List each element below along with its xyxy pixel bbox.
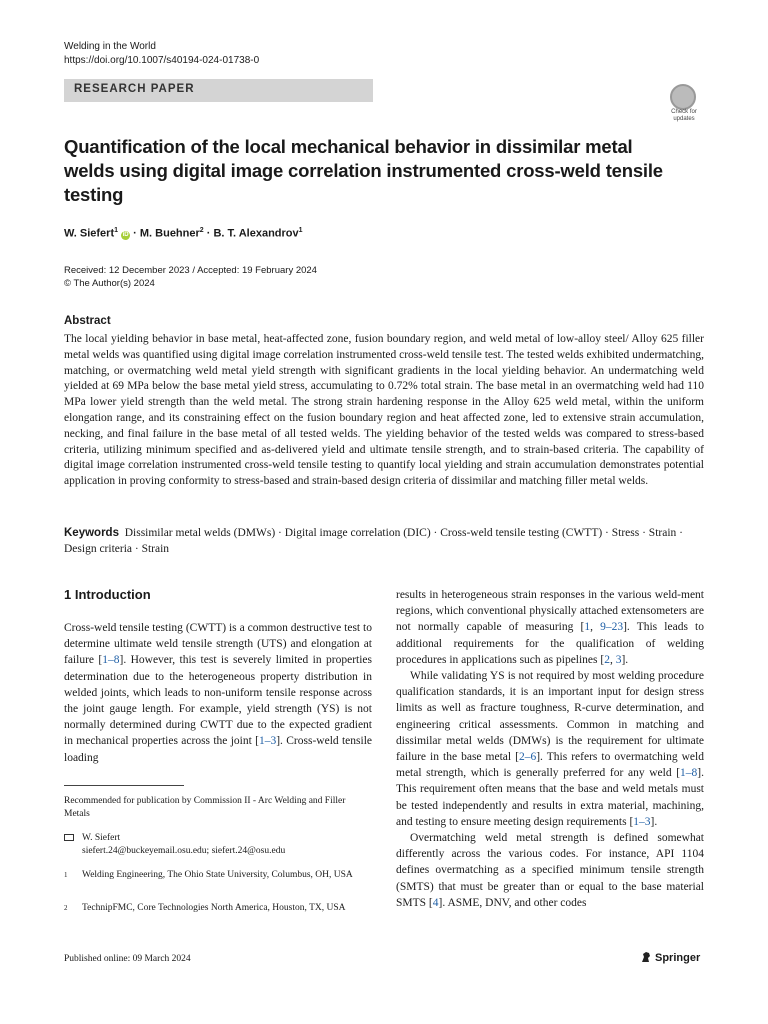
article-dates	[64, 264, 317, 290]
envelope-icon	[64, 834, 74, 841]
journal-header	[64, 40, 259, 68]
paragraph: results in heterogeneous strain responses in the various weld-ment regions, which conventional physically attached extensometers are not normally capable of measuring [1, 9–23]. This leads to additional requirements for the qualification of welding procedures in applications such as pipelines [2, 3].	[396, 589, 704, 666]
check-for-updates-badge[interactable]	[664, 84, 704, 124]
orcid-icon[interactable]: iD	[122, 231, 129, 238]
springer-horse-icon	[640, 951, 652, 963]
paragraph: While validating YS is not required by most welding procedure qualification standards, it is an important input for design stress limits as well as fracture toughness, R-curve determination, and engineering critical assessments. Common in matching and dissimilar metal welds (DMWs) is the requirement for ultimate failure in the base metal [2–6]. This refers to overmatching weld metal strength, which is generally preferred for any weld [1–8]. This requirement often means that the base and weld metals must be tested independently and results in extra material, machining, and testing to ensure meeting design requirements [1–3].	[396, 670, 704, 828]
author-name[interactable]: W. Siefert	[64, 227, 115, 240]
paper-title: Quantification of the local mechanical behavior in dissimilar metal welds using digital image correlation instrumented cross-weld tensile testing	[64, 136, 663, 205]
journal-name: Welding in the World	[64, 41, 156, 52]
published-date: Published online: 09 March 2024	[64, 954, 191, 964]
citation-link[interactable]: 1–3	[633, 815, 651, 828]
keywords-label: Keywords	[64, 527, 119, 539]
citation-link[interactable]: 2–6	[518, 751, 537, 764]
citation-link[interactable]: 1	[584, 621, 591, 634]
citation-link[interactable]: 1–8	[680, 767, 698, 780]
author-name[interactable]: M. Buehner	[139, 227, 200, 240]
left-column-text: Cross-weld tensile testing (CWTT) is a common destructive test to determine ultimate weld tensile strength (UTS) and elongation at failure [1–8]. However, this test is severely limited in properties determination due to the heterogeneous property distribution in welded joints, which leads to non-uniform tensile response across the joint gauge length. For example, yield strength (YS) is not normally determined during CWTT due to the expected gradient in mechanical properties across the joint [1–3]. Cross-weld tensile loading	[64, 622, 372, 764]
citation-link[interactable]: 1–8	[102, 654, 120, 667]
citation-link[interactable]: 9–23	[600, 621, 624, 634]
affiliation-marker: 1	[298, 227, 303, 234]
publisher-logo: Springer	[640, 951, 700, 964]
check-for-updates-text: Check for updates	[671, 109, 697, 122]
recommendation-note: Recommended for publication by Commission II - Arc Welding and Filler Metals	[64, 796, 346, 819]
citation-link[interactable]: 1–3	[258, 735, 277, 748]
journal-doi-link[interactable]: https://doi.org/10.1007/s40194-024-01738-0	[64, 55, 260, 66]
abstract-text: The local yielding behavior in base metal, heat-affected zone, fusion boundary region, and weld metal of low-alloy steel/ Alloy 625 filler metal welds was quantified using digital image correlation instrumented cross-weld tensile test. The tested welds exhibited undermatching, matching, or overmatching weld metal yield strength with significant gradients in the local yielding behavior. An undermatching weld yielded at 69 MPa below the base metal yield stress, accumulating to 0.72% total strain. The base metal in an overmatching weld had 110 MPa lower yield strength than the weld metal. The strong strain hardening response in the Alloy 625 weld metal, within the uniform elongation range, and its constraining effect on the fusion boundary region and heat affected zone, led to extensive strain accumulation, necking, and final failure in the base metal of all tested welds. The yielding behavior of the tested welds was compared to stress-based criteria, utilizing minimum specified and as-delivered yield and ultimate tensile strength, and to strain-based criteria. The capability of digital image correlation instrumented cross-weld tensile testing to quantify local yielding and strain accumulation demonstrates potential application in proving conformity to stress-based and strain-based design criteria of dissimilar and matching filler metal welds.	[64, 333, 704, 488]
contact-email-link[interactable]: siefert.24@buckeyemail.osu.edu; siefert.24@osu.edu	[82, 846, 286, 856]
keywords-list: Dissimilar metal welds (DMWs) · Digital image correlation (DIC) · Cross-weld tensile testing (CWTT) · Stress · Strain · Design criteria · Strain	[64, 527, 683, 555]
citation-link[interactable]: 3	[615, 653, 622, 666]
abstract-heading: Abstract	[64, 315, 111, 327]
contact-name: W. Siefert	[82, 833, 121, 843]
affiliation-footnote: 2 TechnipFMC, Core Technologies North America, Houston, TX, USA	[64, 903, 346, 913]
citation-link[interactable]: 4	[432, 896, 439, 909]
author-name[interactable]: B. T. Alexandrov	[213, 227, 299, 240]
contact-block	[64, 832, 372, 858]
affiliation-marker: 2	[199, 227, 204, 234]
author-list: W. Siefert$^1$ iD · M. Buehner$^2$ · B. T. Alexandrov$^1$	[64, 227, 303, 240]
article-type-label: RESEARCH PAPER	[74, 83, 195, 95]
check-for-updates-icon	[670, 84, 696, 110]
affiliation-footnote: 1 Welding Engineering, The Ohio State University, Columbus, OH, USA	[64, 870, 353, 880]
footnote-divider	[64, 785, 184, 786]
right-column-text	[396, 587, 704, 911]
citation-link[interactable]: 2	[604, 653, 610, 666]
section-heading: 1 Introduction	[64, 587, 151, 602]
copyright-line: © The Author(s) 2024	[64, 278, 155, 289]
keywords	[64, 525, 704, 557]
received-accepted: Received: 12 December 2023 / Accepted: 19 February 2024	[64, 265, 317, 276]
paragraph: Overmatching weld metal strength is defined somewhat differently across the various codes. For instance, API 1104 defines overmatching as a specified minimum tensile strength (SMTS) that must be greater than or equal to the base material SMTS [4]. ASME, DNV, and other codes	[396, 832, 704, 909]
affiliation-marker: 1	[114, 227, 119, 234]
